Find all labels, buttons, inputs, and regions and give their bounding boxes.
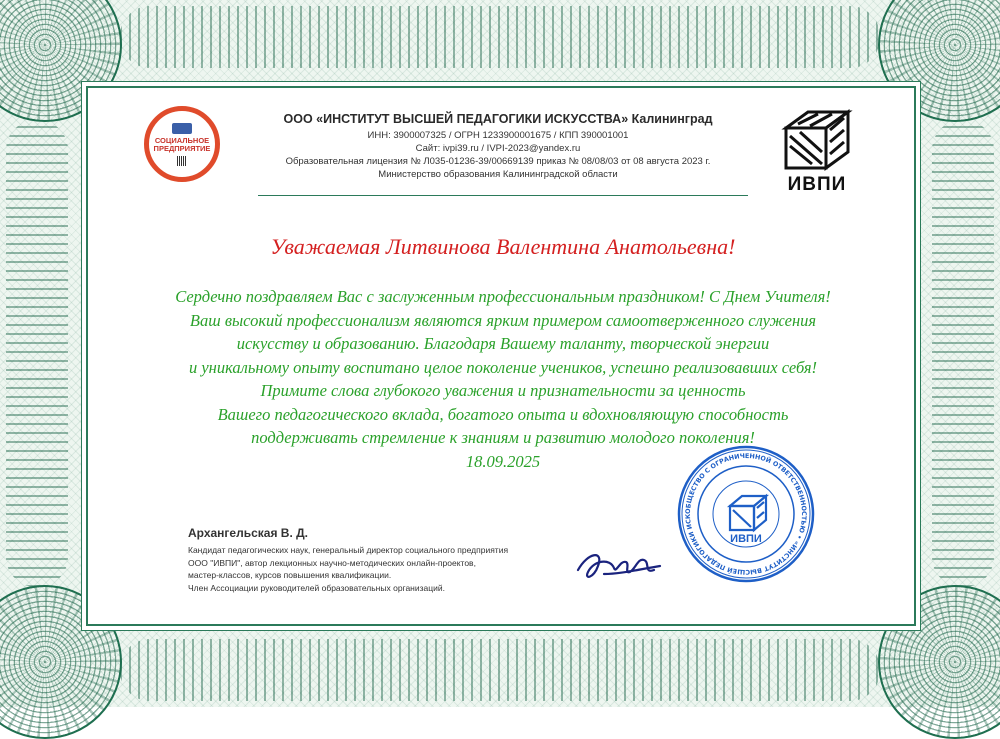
handwritten-signature <box>574 544 664 584</box>
badge-line-1: СОЦИАЛЬНОЕ <box>154 135 210 145</box>
body-line: Примите слова глубокого уважения и признательности за ценность <box>260 381 746 400</box>
organization-stamp <box>676 444 816 584</box>
ivpi-logo <box>778 106 856 196</box>
social-enterprise-badge <box>144 106 220 182</box>
certificate-date: 18.09.2025 <box>465 451 541 471</box>
border-ornament-bottom <box>120 639 880 701</box>
cube-logo-icon <box>778 106 856 174</box>
signer-title-line: ООО "ИВПИ", автор лекционных научно-методических онлайн-проектов, <box>188 557 476 568</box>
organization-ministry: Министерство образования Калининградской области <box>378 169 618 180</box>
body-line: искусству и образованию. Благодаря Вашему таланту, творческой энергии <box>236 334 770 353</box>
signer-title-line: мастер-классов, курсов повышения квалификации. <box>188 570 392 580</box>
body-line: Сердечно поздравляем Вас с заслуженным профессиональным праздником! С Днем Учителя! <box>175 287 831 306</box>
signer-title-line: Член Ассоциации руководителей образовательных организаций. <box>188 582 445 593</box>
border-ornament-right <box>932 120 994 587</box>
qr-code-icon <box>177 156 187 166</box>
stamp-seal-icon <box>676 444 816 584</box>
signer-block <box>188 526 508 594</box>
organization-contacts: Сайт: ivpi39.ru / IVPI-2023@yandex.ru <box>415 143 581 154</box>
organization-license: Образовательная лицензия № Л035-01236-39/00669139 приказ № 08/08/03 от 08 августа 2023 г. <box>285 156 711 167</box>
body-line: поддерживать стремление к знаниям и развитию молодого поколения! <box>251 428 755 447</box>
recipient-greeting: Уважаемая Литвинова Валентина Анатольевна! <box>270 234 736 259</box>
stamp-center-text: ИВПИ <box>730 533 762 545</box>
certificate-sheet <box>86 86 916 626</box>
badge-line-2: ПРЕДПРИЯТИЕ <box>153 143 211 153</box>
organization-title: ООО «ИНСТИТУТ ВЫСШЕЙ ПЕДАГОГИКИ ИСКУССТВА» Калининград <box>283 112 713 126</box>
organization-header <box>248 112 748 181</box>
body-line: Вашего педагогического вклада, богатого опыта и вдохновляющую способность <box>217 404 789 424</box>
header-divider <box>258 195 748 196</box>
body-line: и уникальному опыту воспитано целое поколение учеников, успешно реализовавших себя! <box>188 357 817 377</box>
organization-ids: ИНН: 3900007325 / ОГРН 1233900001675 / КПП 390001001 <box>367 130 629 141</box>
svg-text:ОБЩЕСТВО С ОГРАНИЧЕННОЙ ОТВЕТС <box>676 444 808 576</box>
logo-text: ИВПИ <box>787 174 847 195</box>
border-ornament-left <box>6 120 68 587</box>
signer-title-line: Кандидат педагогических наук, генеральный директор социального предприятия <box>188 545 509 555</box>
border-ornament-top <box>120 6 880 68</box>
stamp-outer-text: ОБЩЕСТВО С ОГРАНИЧЕННОЙ ОТВЕТСТВЕННОСТЬЮ • «ИНСТИТУТ ВЫСШЕЙ ПЕДАГОГИКИ ИСК <box>683 451 809 577</box>
signer-name: Архангельская В. Д. <box>188 526 309 540</box>
body-line: Ваш высокий профессионализм являются ярким примером самоотверженного служения <box>189 310 817 330</box>
region-emblem-icon <box>172 123 192 134</box>
